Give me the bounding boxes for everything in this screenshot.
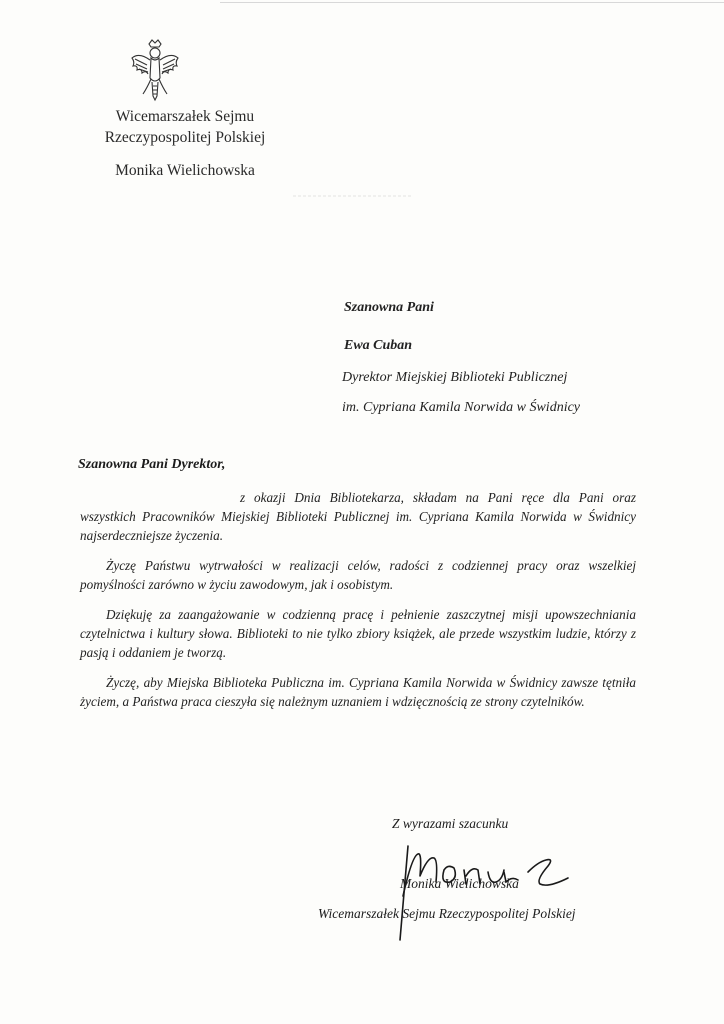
letter-paragraph: Dziękuję za zaangażowanie w codzienną pracę i pełnienie zaszczytnej misji upowszechniania czytelnictwa i kultury słowa. Biblioteki to nie tylko zbiory książek, ale przede wszystkim ludzie, którzy z pasją i oddaniem je tworzą.	[80, 607, 636, 660]
faint-scan-mark	[293, 194, 413, 198]
letter-paragraph: z okazji Dnia Bibliotekarza, składam na Pani ręce dla Pani oraz wszystkich Pracowników Miejskiej Biblioteki Publicznej im. Cypriana Kamila Norwida w Świdnicy najserdeczniejsze życzenia.	[80, 490, 636, 543]
polish-eagle-emblem-icon	[129, 38, 181, 102]
letter-paragraph: Życzę, aby Miejska Biblioteka Publiczna im. Cypriana Kamila Norwida w Świdnicy zawsze tętniła życiem, a Państwa praca cieszyła się należnym uznaniem i wdzięcznością ze strony czytelników.	[80, 675, 636, 709]
signer-name: Monika Wielichowska	[400, 876, 519, 891]
sender-office-line2: Rzeczypospolitej Polskiej	[104, 129, 266, 146]
page-edge-line	[220, 2, 724, 3]
recipient-name: Ewa Cuban	[344, 338, 413, 353]
letter-body	[80, 488, 636, 722]
letter-closing: Z wyrazami szacunku	[392, 816, 509, 831]
letter-paragraph: Życzę Państwu wytrwałości w realizacji celów, radości z codziennej pracy oraz wszelkiej pomyślności zarówno w życiu zawodowym, jak i osobistym.	[80, 558, 636, 592]
recipient-institution: im. Cypriana Kamila Norwida w Świdnicy	[342, 400, 581, 415]
sender-office-line1: Wicemarszałek Sejmu	[115, 108, 255, 125]
signer-title: Wicemarszałek Sejmu Rzeczypospolitej Polskiej	[318, 906, 576, 921]
recipient-greeting: Szanowna Pani	[344, 300, 434, 315]
recipient-position: Dyrektor Miejskiej Biblioteki Publicznej	[342, 370, 568, 385]
sender-block	[60, 106, 310, 181]
sender-name: Monika Wielichowska	[115, 162, 255, 179]
letter-salutation: Szanowna Pani Dyrektor,	[78, 457, 226, 472]
